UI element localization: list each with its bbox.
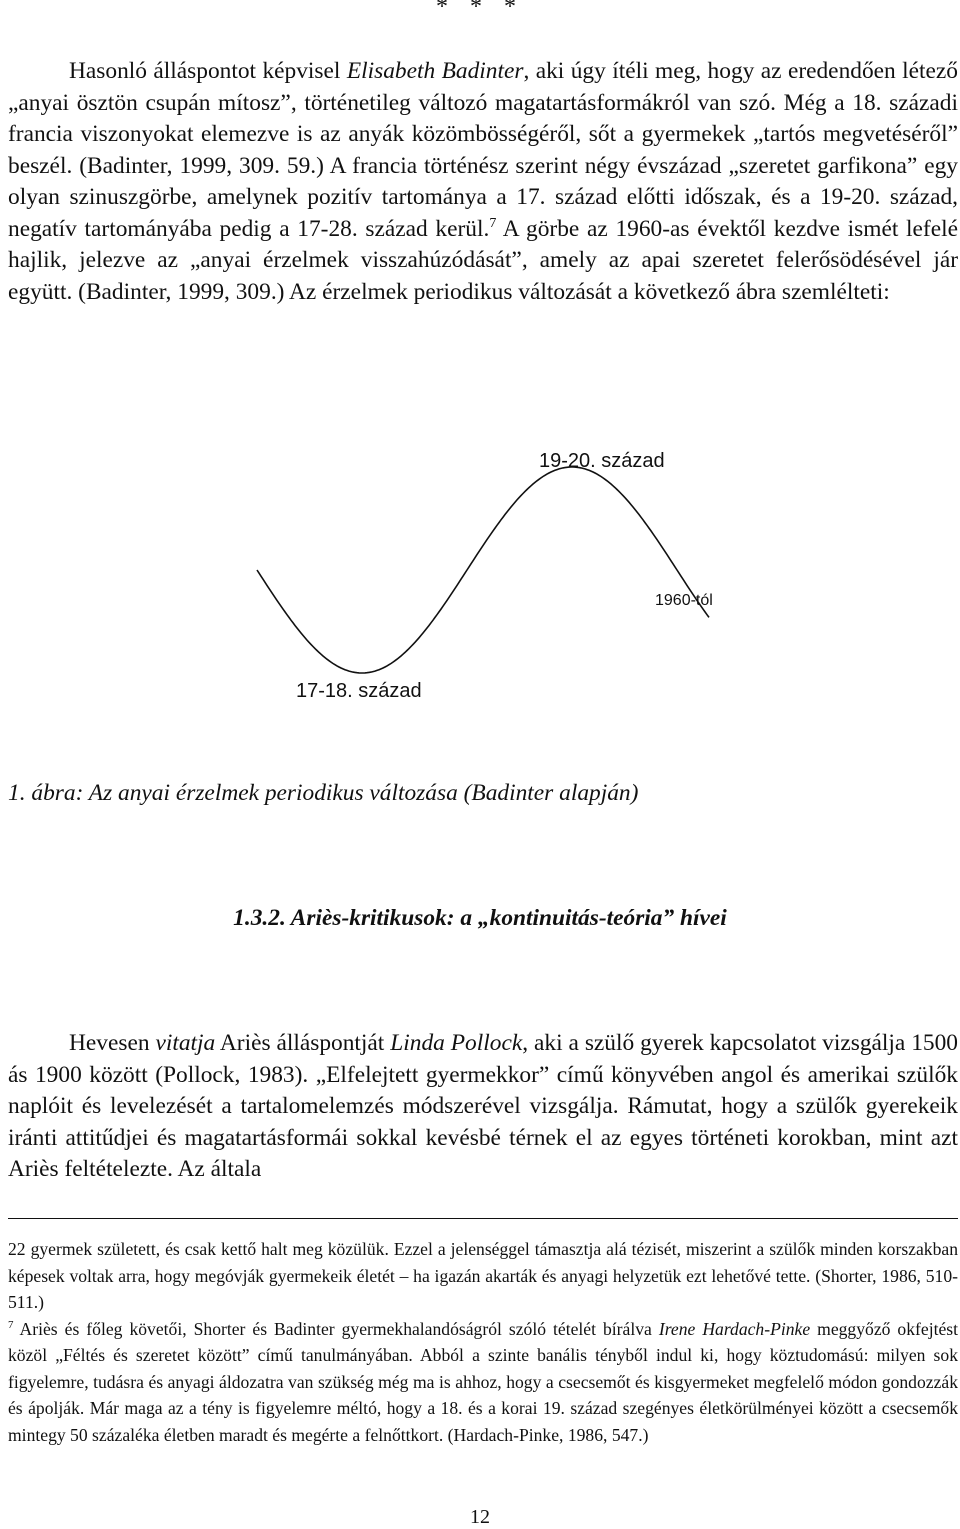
sine-curve-line bbox=[257, 467, 709, 673]
footnote-continuation: 22 gyermek született, és csak kettő halt meg közülük. Ezzel a jelenséggel támasztja alá tézisét, miszerint a szülők minden korszakban képesek voltak arra, hogy megóvják gyermekeik életét – ha igazán akarták és anyagi helyzetük ezt lehetővé tette. (Shorter, 1986, 510-511.) bbox=[8, 1239, 958, 1312]
footnote-7-mark: 7 bbox=[8, 1318, 14, 1331]
p2-text-1: Hevesen bbox=[69, 1030, 156, 1056]
p2-italic-1: vitatja bbox=[155, 1030, 216, 1056]
body-paragraph-2 bbox=[8, 1028, 958, 1186]
p2-text-3: , aki a szülő gyerek kapcsolatot vizsgálja 1500 ás 1900 között (Pollock, 1983). „Elfelejtett gyermekkor” című könyvében angol és amerikai szülők naplóit és levelezését a tartalomelemzés módszerével vizsgálja. Rámutat, hogy a szülők gyerekeik iránti attitűdjei és magatartásformái sokkal kevésbé térnek el az egyes történeti korokban, mint azt Ariès feltételezte. Az általa bbox=[8, 1030, 958, 1182]
body-paragraph-1 bbox=[8, 56, 958, 308]
footnote-divider bbox=[8, 1218, 958, 1219]
footnote-7 bbox=[8, 1316, 958, 1449]
label-17-18-szazad: 17-18. század bbox=[296, 680, 422, 702]
p2-text-2: Ariès álláspontját bbox=[215, 1030, 391, 1056]
section-separator: * * * bbox=[436, 0, 524, 20]
label-1960-tol: 1960-tól bbox=[655, 592, 713, 609]
sine-curve-svg bbox=[0, 400, 960, 730]
sine-curve-figure bbox=[0, 400, 960, 730]
p1-author-name: Elisabeth Badinter bbox=[346, 58, 524, 84]
figure-caption: 1. ábra: Az anyai érzelmek periodikus változása (Badinter alapján) bbox=[8, 780, 639, 806]
p1-text-3: A görbe az 1960-as évektől kezdve ismét lefelé hajlik, jelezve az „anyai érzelmek visszahúzódását”, amely az apai szeretet felerősödésével jár együtt. (Badinter, 1999, 309.) Az érzelmek periodikus változását a következő ábra szemlélteti: bbox=[8, 215, 958, 305]
p1-text-2: , aki úgy ítéli meg, hogy az eredendően létező „anyai ösztön csupán mítosz”, történetileg változó magatartásformákról van szó. Még a 18. századi francia viszonyokat elemezve is az anyák közömbösségéről, sőt a gyermekek „tartós megvetéséről” beszél. (Badinter, 1999, 309. 59.) A francia történész szerint négy évszázad „szeretet garfikona” egy olyan szinuszgörbe, amelynek pozitív tartománya a 17. század előtti időszak, és a 19-20. század, negatív tartományába pedig a 17-28. század kerül. bbox=[8, 58, 958, 242]
footnote-7-text-1: Ariès és főleg követői, Shorter és Badinter gyermekhalandóságról szóló tételét bírálva bbox=[13, 1318, 659, 1339]
footnote-7-author: Irene Hardach-Pinke bbox=[658, 1318, 811, 1339]
page-number: 12 bbox=[470, 1506, 490, 1528]
p1-text-1: Hasonló álláspontot képvisel bbox=[69, 58, 347, 84]
label-19-20-szazad: 19-20. század bbox=[539, 450, 665, 472]
footnote-7-text-2: meggyőző okfejtést közöl „Féltés és szeretet között” című tanulmányában. Abból a szinte banális tényből indul ki, hogy köztudomású: milyen sok figyelemre, tudásra és anyagi áldozatra van szükség még ma is ahhoz, hogy a csecsemőt és kisgyermeket megfelelő módon gondozzák és ápolják. Már maga az a tény is figyelemre méltó, hogy a 18. és a korai 19. század szegényes életkörülményei között a csecsemők mintegy 50 százaléka életben maradt és megérte a felnőttkort. (Hardach-Pinke, 1986, 547.) bbox=[8, 1318, 959, 1445]
footnotes bbox=[8, 1236, 958, 1448]
p2-author-name: Linda Pollock bbox=[390, 1030, 523, 1056]
section-heading: 1.3.2. Ariès-kritikusok: a „kontinuitás-teória” hívei bbox=[233, 905, 727, 931]
footnote-ref-7[interactable]: 7 bbox=[489, 215, 497, 231]
